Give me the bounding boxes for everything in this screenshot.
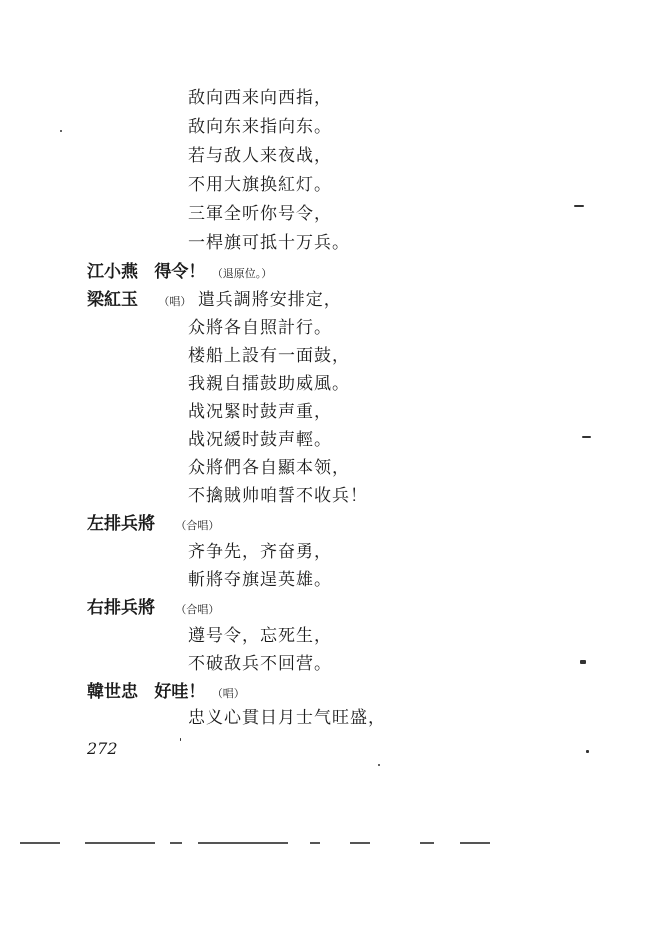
stage-direction: （唱）: [158, 295, 192, 308]
verse-line: 一桿旗可抵十万兵。: [188, 233, 350, 253]
dialogue-right-soldiers: [87, 598, 219, 620]
spoken-line: 好哇！: [154, 682, 206, 702]
stage-direction: （退原位。）: [211, 267, 273, 280]
verse-line: 敌向东来指向东。: [188, 117, 332, 137]
spoken-line: 得令！: [154, 262, 206, 282]
verse-line: 我親自擂鼓助威風。: [188, 374, 350, 394]
scan-speck: [586, 750, 589, 753]
speaker-name: 江小燕: [87, 262, 138, 282]
speaker-name: 左排兵將: [87, 514, 155, 534]
verse-line: 不擒賊帅咱誓不收兵！: [188, 486, 368, 506]
verse-line: 不破敌兵不回营。: [188, 654, 332, 674]
verse-line: 楼船上設有一面鼓，: [188, 346, 350, 366]
verse-line: 三軍全听你号令，: [188, 204, 332, 224]
scan-speck: [60, 130, 62, 132]
verse-line: 战况緩时鼓声輕。: [188, 430, 332, 450]
stage-direction: （合唱）: [175, 603, 220, 616]
scan-speck: [574, 205, 584, 207]
page-number: 272: [87, 739, 118, 758]
verse-line: 敌向西来向西指，: [188, 88, 332, 108]
scan-speck: [180, 738, 181, 741]
stage-direction: （唱）: [211, 687, 245, 700]
verse-line: 战况緊时鼓声重，: [188, 402, 332, 422]
dialogue-left-soldiers: [87, 514, 219, 536]
speaker-name: 右排兵將: [87, 598, 155, 618]
scan-noise: [20, 842, 520, 848]
dialogue-han: [87, 682, 245, 704]
verse-line: 齐争先，齐奋勇，: [188, 542, 332, 562]
scan-speck: [378, 764, 380, 766]
verse-line: 若与敌人来夜战，: [188, 146, 332, 166]
dialogue-liang: [87, 290, 342, 312]
verse-line: 斬將夺旗逞英雄。: [188, 570, 332, 590]
dialogue-jiang: [87, 262, 272, 284]
scan-speck: [582, 436, 591, 438]
verse-line: 众將各自照計行。: [188, 318, 332, 338]
verse-line: 不用大旗换紅灯。: [188, 175, 332, 195]
verse-line: 众將們各自顯本领，: [188, 458, 350, 478]
scan-speck: [580, 660, 586, 664]
speaker-name: 韓世忠: [87, 682, 138, 702]
verse-line: 遣兵調將安排定，: [197, 290, 342, 310]
speaker-name: 梁紅玉: [87, 290, 138, 310]
stage-direction: （合唱）: [175, 519, 220, 532]
verse-line: 遵号令，忘死生，: [188, 626, 332, 646]
verse-line: 忠义心貫日月士气旺盛，: [188, 708, 386, 728]
